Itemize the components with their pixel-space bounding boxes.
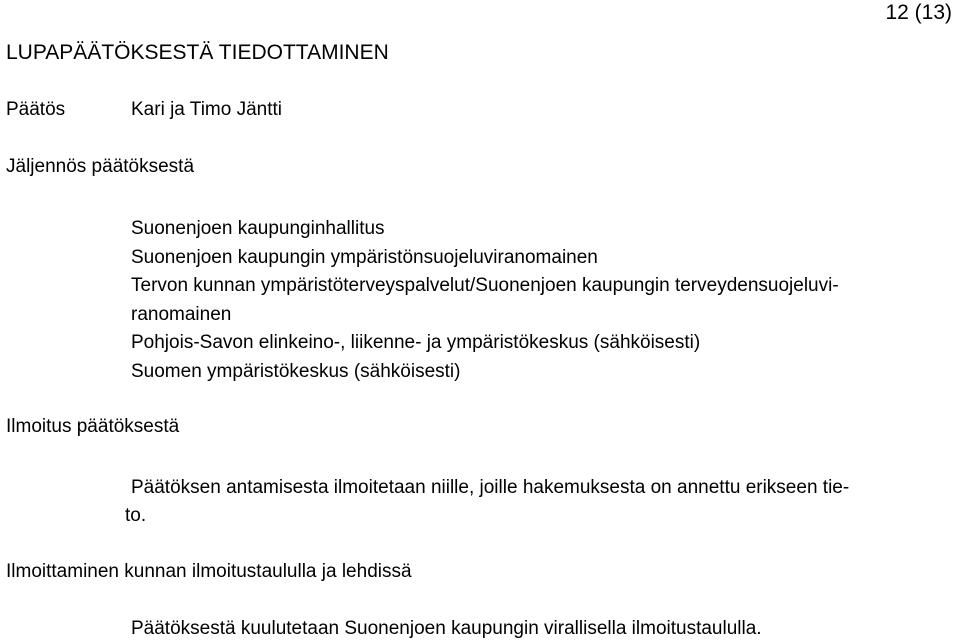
copy-label: Jäljennös päätöksestä <box>6 156 195 177</box>
notice-label: Ilmoitus päätöksestä <box>6 416 180 437</box>
recipient-line: Pohjois-Savon elinkeino-, liikenne- ja ympäristökeskus (sähköisesti) <box>131 332 701 353</box>
decision-label: Päätös <box>6 99 66 120</box>
announcement-text: Päätöksestä kuulutetaan Suonenjoen kaupungin virallisella ilmoitustaululla. <box>131 618 762 639</box>
recipient-line: Suonenjoen kaupungin ympäristönsuojeluviranomainen <box>131 246 598 268</box>
recipient-line: Suonenjoen kaupunginhallitus <box>131 218 385 239</box>
recipient-line: Suomen ympäristökeskus (sähköisesti) <box>131 360 461 382</box>
recipient-line: Tervon kunnan ympäristöterveyspalvelut/Suonenjoen kaupungin terveydensuojeluvi- <box>131 275 839 296</box>
decision-value: Kari ja Timo Jäntti <box>131 99 282 120</box>
announcement-label: Ilmoittaminen kunnan ilmoitustaululla ja lehdissä <box>6 561 412 582</box>
notice-text <box>125 474 850 530</box>
page-number: 12 (13) <box>885 1 952 24</box>
document-title: LUPAPÄÄTÖKSESTÄ TIEDOTTAMINEN <box>6 41 389 64</box>
recipient-line: ranomainen <box>131 303 232 325</box>
notice-line: to. <box>125 505 147 526</box>
notice-line: Päätöksen antamisesta ilmoitetaan niille, joille hakemuksesta on annettu erikseen tie- <box>131 477 850 498</box>
recipient-list <box>131 215 839 386</box>
